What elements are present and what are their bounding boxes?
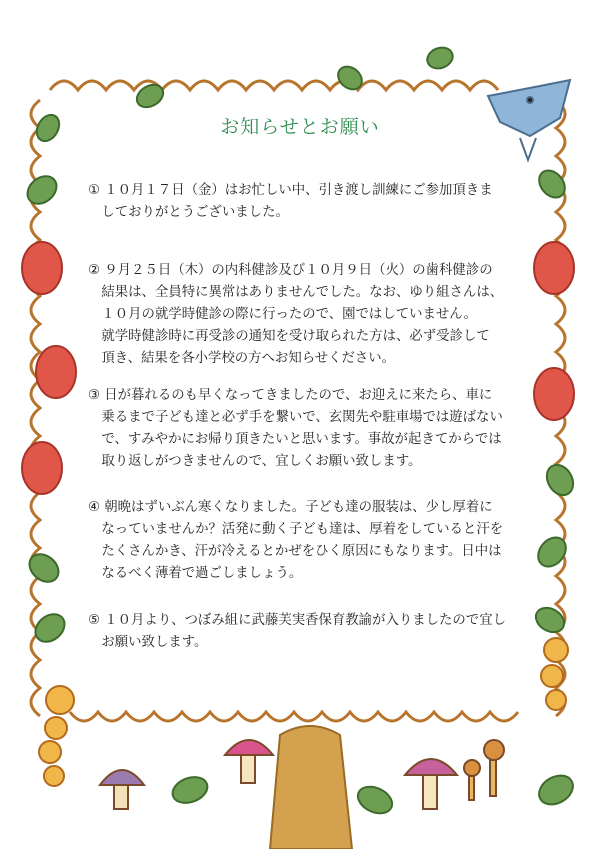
notice-line: １０月の就学時健診の際に行ったので、園ではしていません。 <box>88 307 477 322</box>
notice-line: ① １０月１７日（金）はお忙しい中、引き渡し訓練にご参加頂きま <box>88 183 493 198</box>
notice-item-1 <box>88 180 536 224</box>
page-title: お知らせとお願い <box>220 116 380 138</box>
notice-line: 取り返しがつきませんので、宜しくお願い致します。 <box>88 454 422 469</box>
notice-item-3 <box>88 385 536 473</box>
notice-line: 就学時健診時に再受診の通知を受け取られた方は、必ず受診して <box>88 329 490 344</box>
notice-line: ⑤ １０月より、つぼみ組に武藤芙実香保育教諭が入りましたので宜し <box>88 613 506 628</box>
notice-line: なるべく薄着で過ごしましょう。 <box>88 566 303 581</box>
notice-item-4 <box>88 497 536 585</box>
notice-line: ② ９月２５日（木）の内科健診及び１０月９日（火）の歯科健診の <box>88 263 493 278</box>
notice-line: 頂き、結果を各小学校の方へお知らせください。 <box>88 351 396 366</box>
notice-line: で、すみやかにお帰り頂きたいと思います。事故が起きてからでは <box>88 432 502 447</box>
tree-trunk-icon <box>270 726 352 849</box>
notice-line: たくさんかき、汗が冷えるとかぜをひく原因にもなります。日中は <box>88 544 502 559</box>
notice-line: ③ 日が暮れるのも早くなってきましたので、お迎えに来たら、車に <box>88 388 493 403</box>
notice-line: 乗るまで子ども達と必ず手を繋いで、玄関先や駐車場では遊ばない <box>88 410 503 425</box>
notice-line: なっていませんか？活発に動く子ども達は、厚着をしていると汗を <box>88 522 504 537</box>
notice-line: 結果は、全員特に異常はありませんでした。なお、ゆり組さんは、 <box>88 285 504 300</box>
notice-line: ④ 朝晩はずいぶん寒くなりました。子ども達の服装は、少し厚着に <box>88 500 493 515</box>
notice-line: しておりがとうございました。 <box>88 205 289 220</box>
notice-item-2 <box>88 260 536 370</box>
notice-line: お願い致します。 <box>88 635 208 650</box>
notice-item-5 <box>88 610 536 654</box>
